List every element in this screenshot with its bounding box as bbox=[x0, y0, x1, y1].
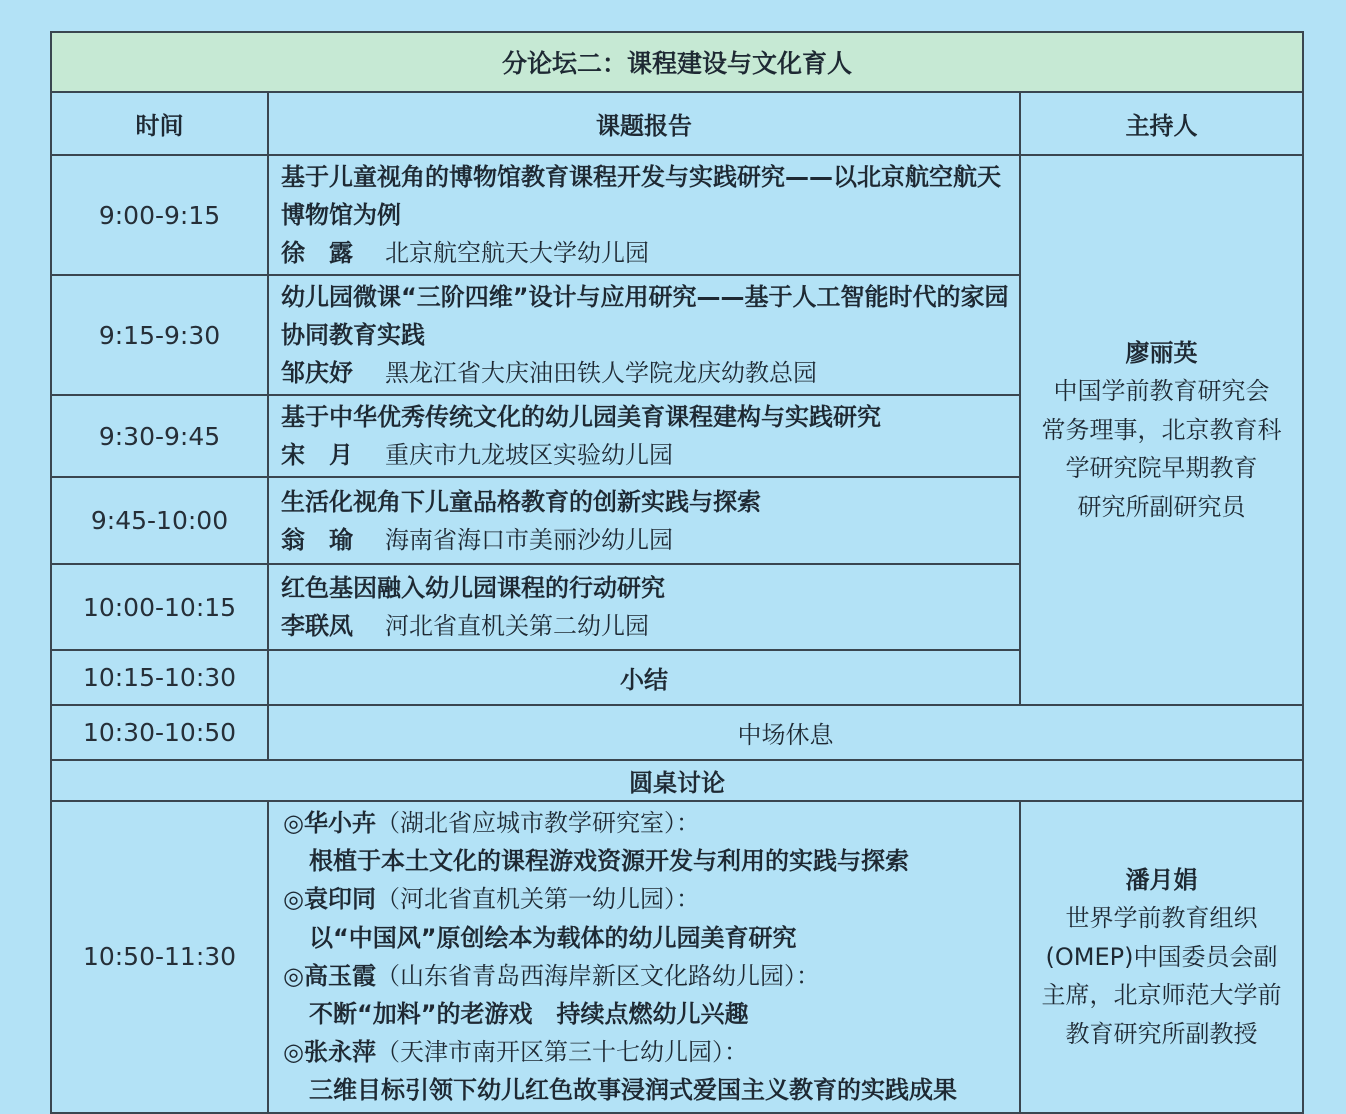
panelist-org: （天津市南开区第三十七幼儿园）： bbox=[375, 1038, 748, 1067]
header-report: 课题报告 bbox=[268, 92, 1020, 155]
talk-cell bbox=[268, 477, 1020, 564]
roundtable-cell bbox=[268, 801, 1020, 1113]
talk-speaker: 翁 瑜 bbox=[281, 525, 353, 554]
talk-org: 重庆市九龙坡区实验幼儿园 bbox=[385, 441, 673, 469]
talk-org: 海南省海口市美丽沙幼儿园 bbox=[385, 525, 673, 554]
talk-org: 河北省直机关第二幼儿园 bbox=[385, 612, 649, 640]
host-title-line: 研究所副研究员 bbox=[1077, 492, 1246, 521]
talk-cell bbox=[268, 564, 1020, 650]
talk-speaker: 宋 月 bbox=[281, 441, 353, 469]
break-time: 10:30-10:50 bbox=[51, 705, 268, 760]
talk-org: 北京航空航天大学幼儿园 bbox=[385, 239, 649, 267]
talk-speaker: 李联凤 bbox=[281, 612, 353, 640]
panelist-name: ◎袁印同 bbox=[283, 885, 376, 914]
host-title-line: 常务理事，北京教育科 bbox=[1041, 415, 1282, 444]
break-label: 中场休息 bbox=[268, 705, 1303, 760]
roundtable-time: 10:50-11:30 bbox=[51, 801, 268, 1113]
talk-time: 9:00-9:15 bbox=[51, 155, 268, 275]
talk-title: 基于儿童视角的博物馆教育课程开发与实践研究——以北京航空航天博物馆为例 bbox=[281, 163, 1001, 229]
talk-time: 9:45-10:00 bbox=[51, 477, 268, 564]
talk-time: 10:00-10:15 bbox=[51, 564, 268, 650]
talk-speaker: 徐 露 bbox=[281, 239, 353, 267]
panelist-topic: 根植于本土文化的课程游戏资源开发与利用的实践与探索 bbox=[309, 847, 909, 876]
host-title-line: 世界学前教育组织 bbox=[1065, 904, 1258, 933]
host-title-line: 中国学前教育研究会 bbox=[1053, 377, 1270, 406]
talk-speaker-line bbox=[281, 607, 1009, 645]
summary-label: 小结 bbox=[268, 650, 1020, 705]
panelist-topic: 不断“加料”的老游戏 持续点燃幼儿兴趣 bbox=[309, 1000, 749, 1029]
panelist-org: （河北省直机关第一幼儿园）： bbox=[375, 885, 700, 914]
talk-title: 幼儿园微课“三阶四维”设计与应用研究——基于人工智能时代的家园协同教育实践 bbox=[281, 283, 1009, 349]
talk-speaker-line bbox=[281, 521, 1009, 559]
summary-time: 10:15-10:30 bbox=[51, 650, 268, 705]
talk-speaker-line bbox=[281, 436, 1009, 474]
roundtable-label: 圆桌讨论 bbox=[51, 760, 1303, 801]
host-title-line: 教育研究所副教授 bbox=[1065, 1019, 1258, 1048]
roundtable-item bbox=[283, 957, 1009, 1033]
break-row bbox=[51, 705, 1303, 760]
talk-time: 9:15-9:30 bbox=[51, 275, 268, 395]
talk-title: 生活化视角下儿童品格教育的创新实践与探索 bbox=[281, 487, 761, 516]
host-cell-2 bbox=[1020, 801, 1303, 1113]
talk-speaker-line bbox=[281, 234, 1009, 272]
forum-title: 分论坛二：课程建设与文化育人 bbox=[51, 32, 1303, 92]
host-title-line: 学研究院早期教育 bbox=[1065, 454, 1258, 483]
panelist-name: ◎高玉霞 bbox=[283, 961, 376, 990]
panelist-name: ◎华小卉 bbox=[283, 809, 376, 837]
talk-time: 9:30-9:45 bbox=[51, 395, 268, 477]
panelist-topic: 三维目标引领下幼儿红色故事浸润式爱国主义教育的实践成果 bbox=[309, 1076, 957, 1105]
talk-title: 红色基因融入幼儿园课程的行动研究 bbox=[281, 574, 665, 602]
talk-speaker-line bbox=[281, 354, 1009, 392]
roundtable-header-row bbox=[51, 760, 1303, 801]
host-title-line: 主席，北京师范大学前 bbox=[1041, 981, 1282, 1010]
talk-title: 基于中华优秀传统文化的幼儿园美育课程建构与实践研究 bbox=[281, 403, 881, 431]
talk-cell bbox=[268, 395, 1020, 477]
talk-cell bbox=[268, 155, 1020, 275]
roundtable-item bbox=[283, 1033, 1009, 1109]
panelist-name: ◎张永萍 bbox=[283, 1038, 376, 1067]
header-time: 时间 bbox=[51, 92, 268, 155]
roundtable-item bbox=[283, 804, 1009, 880]
host-name: 潘月娟 bbox=[1125, 865, 1198, 894]
panelist-topic: 以“中国风”原创绘本为载体的幼儿园美育研究 bbox=[309, 923, 797, 952]
host-name: 廖丽英 bbox=[1125, 338, 1198, 367]
roundtable-row bbox=[51, 801, 1303, 1113]
talk-speaker: 邹庆妤 bbox=[281, 359, 353, 387]
talk-org: 黑龙江省大庆油田铁人学院龙庆幼教总园 bbox=[385, 359, 817, 387]
header-host: 主持人 bbox=[1020, 92, 1303, 155]
forum-schedule-table bbox=[50, 31, 1304, 1114]
panelist-org: （湖北省应城市教学研究室）： bbox=[375, 809, 700, 837]
talk-row bbox=[51, 155, 1303, 275]
host-title-line: (OMEP)中国委员会副 bbox=[1045, 942, 1278, 971]
header-row bbox=[51, 92, 1303, 155]
panelist-org: （山东省青岛西海岸新区文化路幼儿园）： bbox=[375, 961, 820, 990]
talk-cell bbox=[268, 275, 1020, 395]
host-cell-1 bbox=[1020, 155, 1303, 705]
roundtable-item bbox=[283, 880, 1009, 956]
